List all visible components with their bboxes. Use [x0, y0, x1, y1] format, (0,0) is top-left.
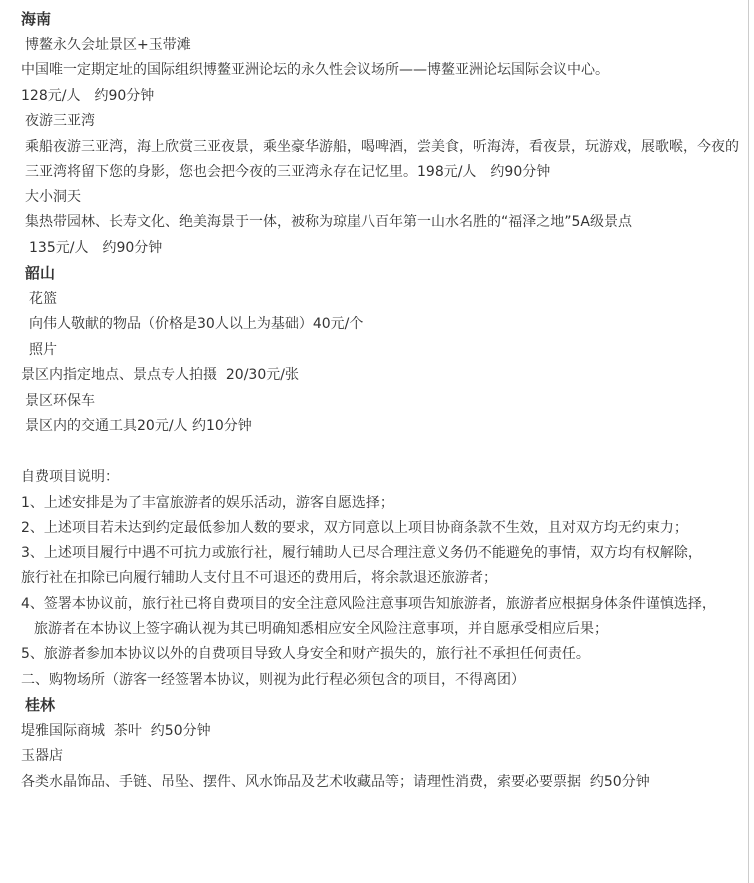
shop-item: 玉器店 [21, 748, 63, 764]
shopping-title: 二、购物场所（游客一经签署本协议，则视为此行程必须包含的项目，不得离团） [21, 671, 525, 688]
attraction-name: 照片 [29, 341, 57, 358]
itinerary-document [21, 0, 749, 883]
attraction-description: 景区内指定地点、景点专人拍摄 20/30元/张 [21, 367, 299, 383]
attraction-price: 135元/人 约90分钟 [29, 239, 163, 256]
note-item: 2、上述项目若未达到约定最低参加人数的要求，双方同意以上项目协商条款不生效，且对双方均无约束力； [21, 520, 688, 536]
attraction-description: 乘船夜游三亚湾，海上欣赏三亚夜景，乘坐豪华游船，喝啤酒，尝美食，听海涛，看夜景，玩游戏，展歌喉，今夜的三亚湾将留下您的身影，您也会把今夜的三亚湾永存在记忆里。198元/人 约90分钟 [25, 138, 739, 180]
shop-item: 各类水晶饰品、手链、吊坠、摆件、风水饰品及艺术收藏品等；请理性消费，索要必要票据 约50分钟 [21, 773, 650, 790]
spacer [21, 440, 748, 466]
region-heading-hainan: 海南 [21, 10, 52, 28]
attraction-name: 博鳌永久会址景区+玉带滩 [25, 36, 191, 53]
note-item: 旅行社在扣除已向履行辅助人支付且不可退还的费用后，将余款退还旅游者； [21, 570, 497, 586]
shop-item: 堤雅国际商城 茶叶 约50分钟 [21, 722, 211, 739]
region-heading-shaoshan: 韶山 [25, 264, 56, 282]
attraction-description: 景区内的交通工具20元/人 约10分钟 [25, 418, 252, 434]
attraction-name: 景区环保车 [25, 392, 95, 409]
note-item: 4、签署本协议前，旅行社已将自费项目的安全注意风险注意事项告知旅游者，旅游者应根据身体条件谨慎选择， [21, 595, 716, 612]
notes-title: 自费项目说明： [21, 469, 119, 485]
note-item: 3、上述项目履行中遇不可抗力或旅行社，履行辅助人已尽合理注意义务仍不能避免的事情，双方均有权解除， [21, 545, 702, 561]
attraction-price: 128元/人 约90分钟 [21, 87, 155, 104]
attraction-description: 向伟人敬献的物品（价格是30人以上为基础）40元/个 [29, 316, 364, 332]
note-item: 1、上述安排是为了丰富旅游者的娱乐活动，游客自愿选择； [21, 494, 394, 511]
attraction-name: 花篮 [29, 290, 57, 307]
attraction-name: 夜游三亚湾 [25, 113, 95, 129]
note-item: 旅游者在本协议上签字确认视为其已明确知悉相应安全风险注意事项，并自愿承受相应后果； [34, 620, 608, 637]
attraction-description: 中国唯一定期定址的国际组织博鳌亚洲论坛的永久性会议场所——博鳌亚洲论坛国际会议中心。 [21, 62, 609, 78]
region-heading-guilin: 桂林 [25, 696, 56, 714]
attraction-name: 大小洞天 [25, 188, 81, 205]
note-item: 5、旅游者参加本协议以外的自费项目导致人身安全和财产损失的，旅行社不承担任何责任。 [21, 646, 590, 662]
attraction-description: 集热带园林、长寿文化、绝美海景于一体，被称为琼崖八百年第一山水名胜的“福泽之地”5A级景点 [25, 214, 632, 230]
